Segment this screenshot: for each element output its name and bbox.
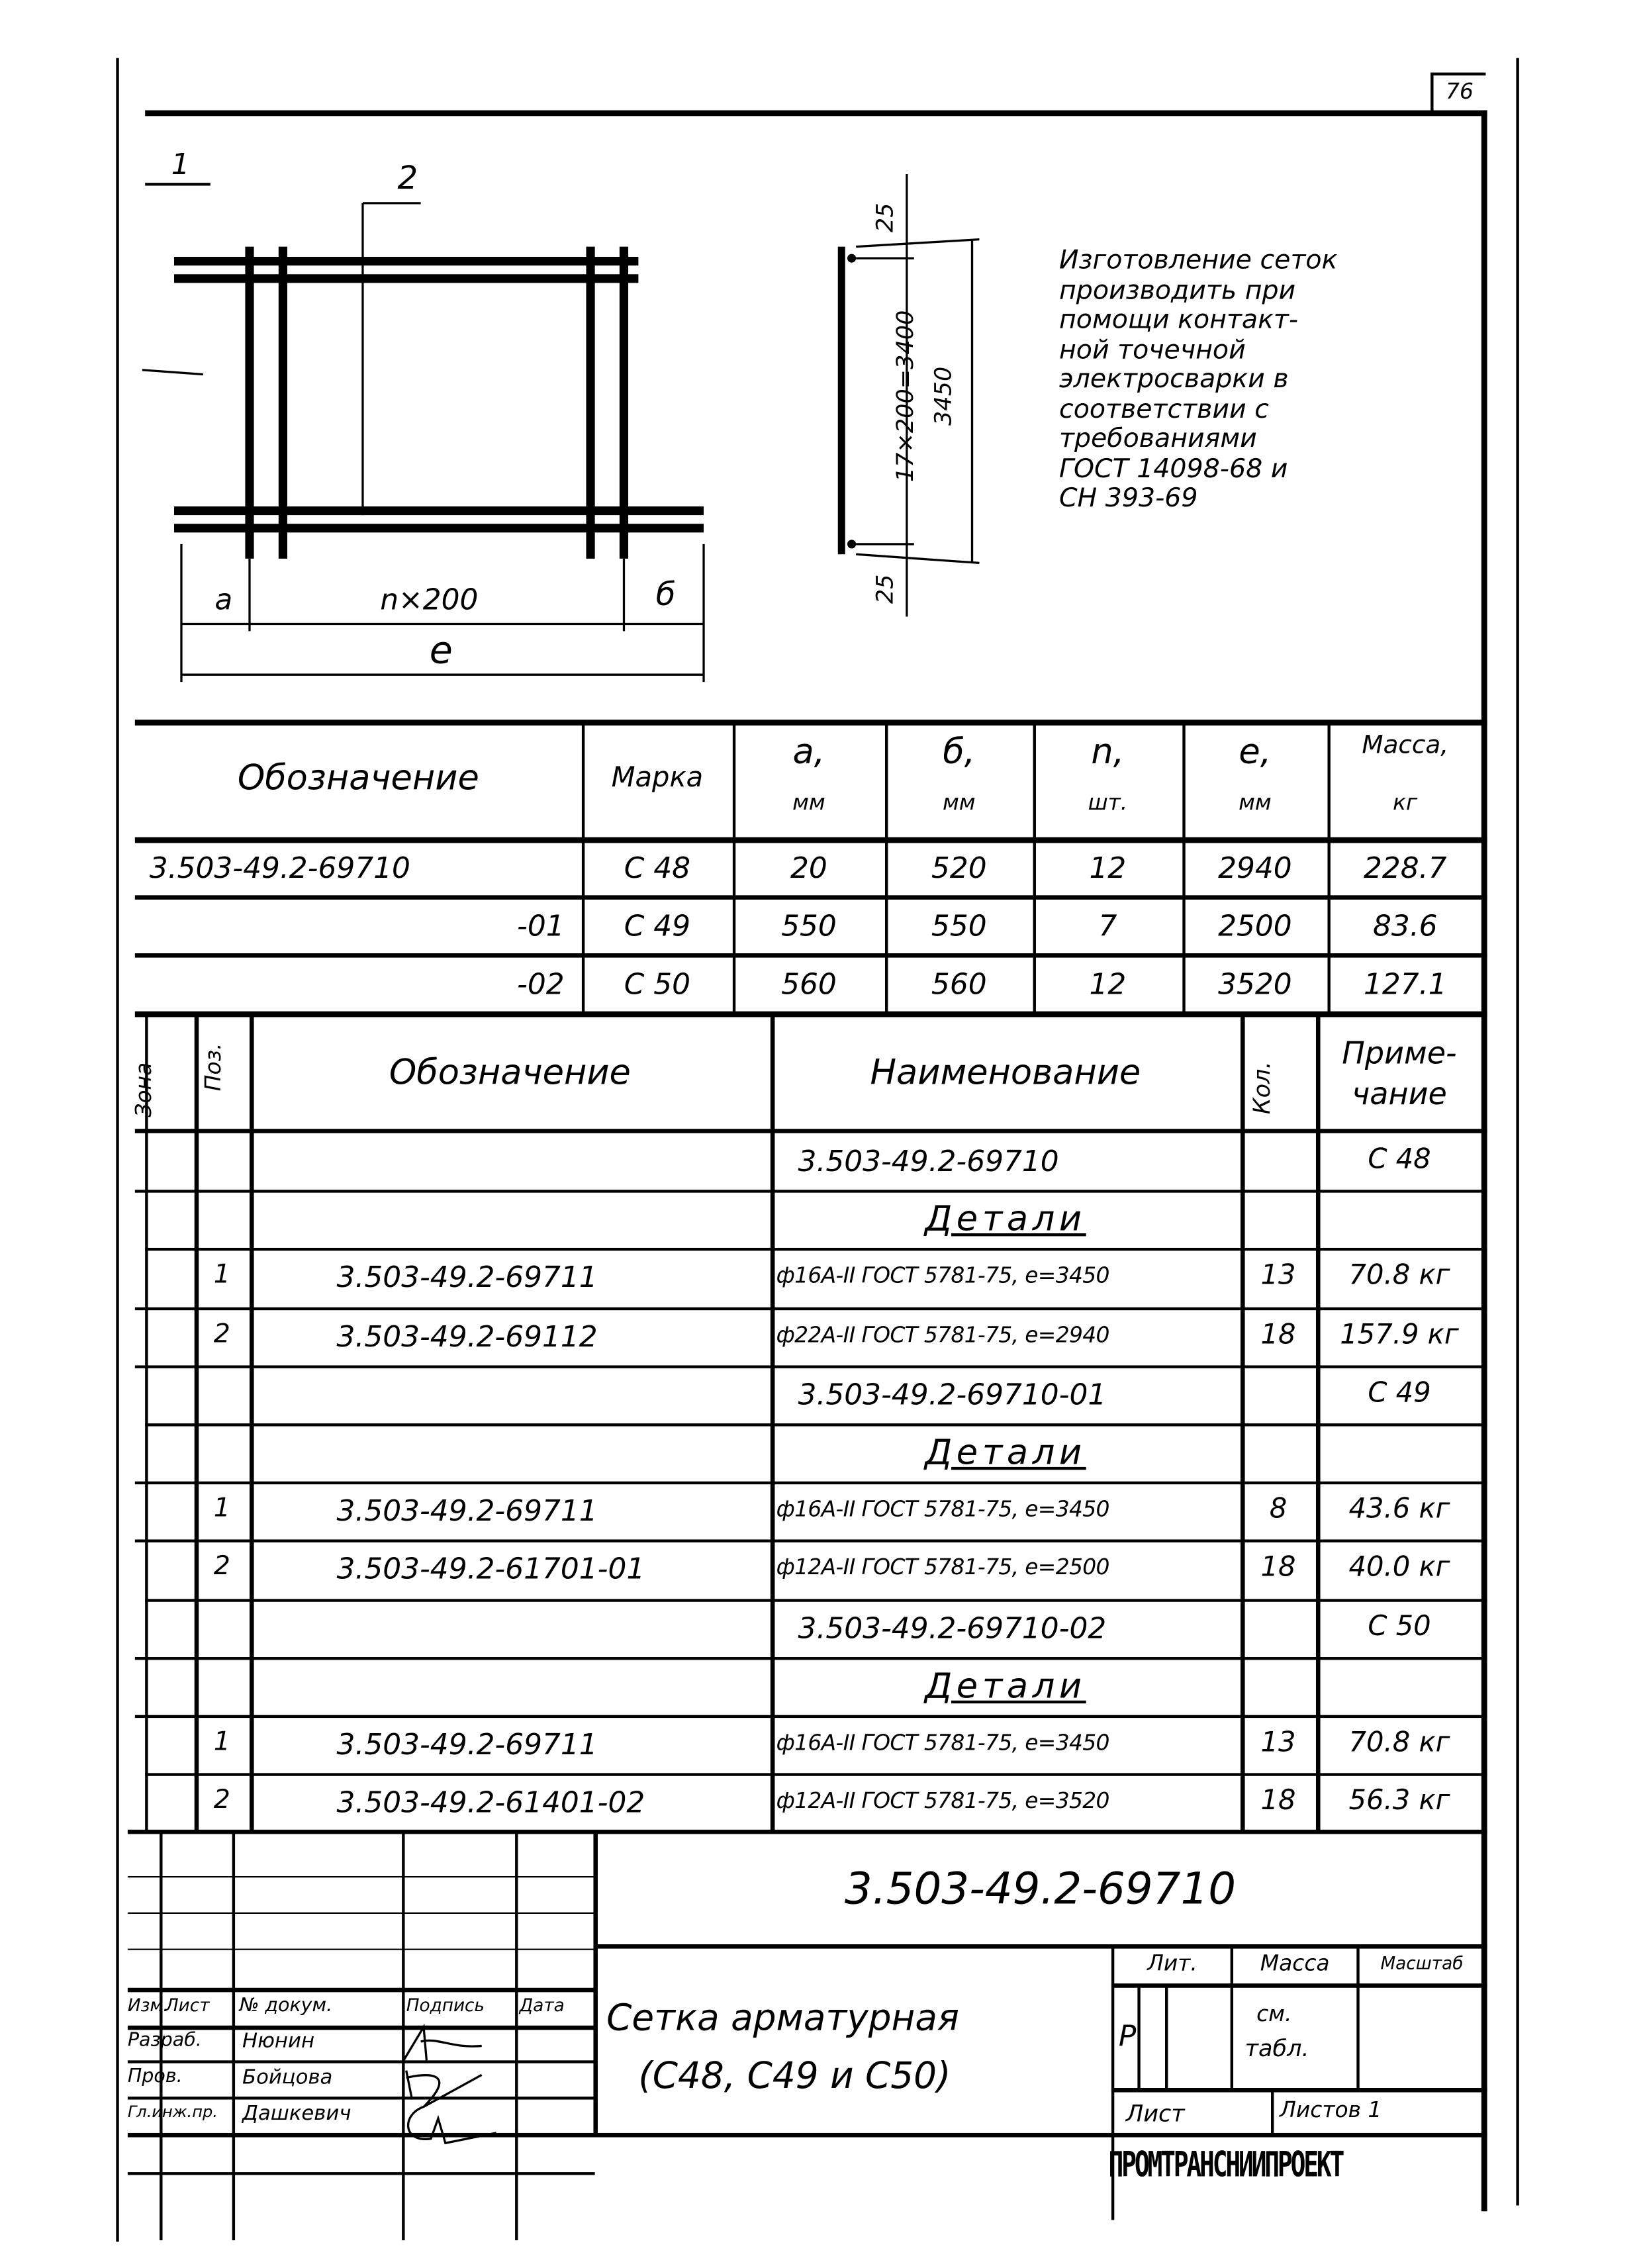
dim-3450: 3450 [929, 366, 957, 426]
table-cell: 560 [931, 966, 987, 1002]
frame-top [145, 111, 1487, 117]
designation-cell: 3.503-49.2-61401-02 [336, 1785, 645, 1820]
role-chief-engineer: Гл.инж.пр. [127, 2102, 218, 2122]
mass-value-1: см. [1256, 2001, 1292, 2027]
table-cell: -02 [517, 966, 565, 1002]
position-cell: 1 [213, 1493, 230, 1524]
name-cell: 3.503-49.2-69710-01 [798, 1376, 1107, 1412]
table-cell: 127.1 [1363, 966, 1447, 1002]
scale-label: Масштаб [1380, 1953, 1464, 1973]
header-position: Поз. [200, 1043, 226, 1092]
table-cell: 560 [781, 966, 837, 1002]
table-cell: 12 [1089, 850, 1127, 885]
name-cell: ф12А-II ГОСТ 5781-75, е=2500 [776, 1554, 1109, 1581]
table-column-rule [195, 1013, 199, 1831]
table-rule [135, 720, 1487, 726]
organization-name: ПРОМТРАНСНИИПРОЕКТ [1108, 2144, 1343, 2185]
column-header: Масса, [1362, 731, 1449, 761]
quantity-cell: 13 [1260, 1260, 1296, 1292]
column-header: а, [792, 731, 825, 773]
table-rule [145, 1423, 1487, 1426]
lit-label: Лит. [1147, 1950, 1197, 1977]
table-rule [145, 1249, 1487, 1251]
position-cell: 1 [213, 1726, 230, 1758]
table-rule [135, 953, 1487, 958]
note-cell: 43.6 кг [1348, 1493, 1450, 1525]
designation-cell: 3.503-49.2-69711 [336, 1493, 598, 1529]
designation-cell: 3.503-49.2-61701-01 [336, 1551, 645, 1587]
position-cell: 1 [213, 1260, 230, 1291]
note-line: ной точечной [1059, 334, 1246, 365]
table-rule [135, 1482, 1487, 1484]
quantity-cell: 8 [1269, 1493, 1288, 1525]
table-rule [135, 1190, 1487, 1193]
table-cell: 2940 [1218, 850, 1292, 885]
mesh-plan-view [130, 145, 827, 696]
column-unit: мм [1239, 789, 1272, 816]
dim-b: б [655, 577, 676, 614]
column-unit: мм [942, 789, 976, 816]
table-cell: 2500 [1218, 908, 1292, 943]
drawing-title: Сетка арматурная [606, 1996, 959, 2039]
position-cell: 2 [213, 1318, 230, 1349]
table-rule [145, 1598, 1487, 1601]
table-cell: 228.7 [1363, 850, 1447, 885]
dim-n200: n×200 [380, 581, 479, 617]
note-line: ГОСТ 14098-68 и [1059, 453, 1288, 484]
table-rule [135, 1307, 1487, 1309]
column-header: е, [1239, 731, 1272, 773]
table-cell: 20 [790, 850, 827, 885]
table-column-rule [145, 1013, 147, 1831]
name-cell: ф22А-II ГОСТ 5781-75, е=2940 [776, 1321, 1109, 1348]
col-date: Дата [519, 1995, 565, 2016]
position-cell: 2 [213, 1785, 230, 1816]
name-chief-engineer: Дашкевич [242, 2102, 352, 2126]
note-line: соответствии с [1059, 394, 1269, 425]
header-designation: Обозначение [389, 1052, 631, 1093]
dim-a: a [214, 581, 233, 617]
table-cell: С 48 [624, 850, 691, 885]
table-cell: 83.6 [1372, 908, 1438, 943]
signatures [395, 2020, 510, 2150]
column-header: Марка [611, 761, 704, 794]
dim-17x200: 17×200=3400 [891, 310, 919, 483]
table-rule [135, 1715, 1487, 1718]
table-cell: С 50 [624, 966, 691, 1002]
role-developer: Разраб. [127, 2030, 202, 2052]
table-column-rule [1316, 1013, 1321, 1831]
col-signature: Подпись [406, 1995, 485, 2016]
table-cell: С 49 [624, 908, 691, 943]
table-cell: 3520 [1218, 966, 1292, 1002]
lit-value: Р [1118, 2018, 1137, 2054]
col-list: Лист [165, 1995, 210, 2016]
table-column-rule [1241, 1013, 1245, 1831]
column-unit: мм [792, 789, 825, 816]
table-cell: 3.503-49.2-69710 [149, 850, 410, 885]
outer-right-line [1516, 58, 1518, 2206]
dim-e: е [429, 630, 453, 673]
column-header: Обозначение [237, 757, 479, 798]
quantity-cell: 18 [1260, 1785, 1296, 1817]
quantity-cell: 18 [1260, 1318, 1296, 1350]
manufacturing-note [1059, 247, 1337, 514]
col-izm: Изм. [127, 1995, 169, 2016]
table-cell: 12 [1089, 966, 1127, 1002]
name-cell: 3.503-49.2-69710 [798, 1143, 1059, 1178]
table-cell: 550 [931, 908, 987, 943]
name-checker: Бойцова [242, 2066, 333, 2090]
callout-2: 2 [397, 161, 418, 198]
dim-25-top: 25 [870, 203, 899, 233]
header-zone: Зона [130, 1062, 157, 1117]
table-cell: 7 [1098, 908, 1117, 943]
name-cell: ф12А-II ГОСТ 5781-75, е=3520 [776, 1787, 1109, 1815]
role-checker: Пров. [127, 2066, 183, 2089]
page-number-box [1430, 73, 1485, 113]
column-header: n, [1091, 731, 1125, 773]
note-cell: 70.8 кг [1348, 1726, 1450, 1759]
note-cell: 70.8 кг [1348, 1260, 1450, 1292]
left-margin-line [116, 58, 118, 2242]
table-rule [135, 1657, 1487, 1660]
note-line: помощи контакт- [1059, 305, 1299, 336]
table-rule [135, 1540, 1487, 1542]
table-rule [135, 1012, 1487, 1017]
drawing-designation: 3.503-49.2-69710 [844, 1864, 1237, 1916]
name-developer: Нюнин [242, 2030, 315, 2054]
sheet-label: Лист [1125, 2099, 1185, 2128]
drawing-subtitle: (С48, С49 и С50) [638, 2054, 951, 2097]
quantity-cell: 13 [1260, 1726, 1296, 1759]
designation-cell: 3.503-49.2-69711 [336, 1726, 598, 1762]
designation-cell: 3.503-49.2-69112 [336, 1318, 598, 1354]
table-column-rule [250, 1013, 254, 1831]
position-cell: 2 [213, 1551, 230, 1582]
table-cell: -01 [517, 908, 565, 943]
name-cell: ф16А-II ГОСТ 5781-75, е=3450 [776, 1729, 1109, 1756]
note-line: электросварки в [1059, 364, 1289, 395]
section-heading: Детали [925, 1198, 1086, 1240]
name-cell: ф16А-II ГОСТ 5781-75, е=3450 [776, 1496, 1109, 1523]
name-cell: 3.503-49.2-69710-02 [798, 1610, 1107, 1645]
table-rule [135, 1129, 1487, 1133]
note-line: производить при [1059, 275, 1296, 306]
note-cell: 157.9 кг [1340, 1318, 1459, 1350]
section-heading: Детали [925, 1432, 1086, 1473]
table-cell: 550 [781, 908, 837, 943]
table-column-rule [771, 1013, 775, 1831]
note-cell: 40.0 кг [1348, 1551, 1450, 1584]
dim-25-bottom: 25 [870, 574, 899, 604]
table-rule [135, 837, 1487, 843]
section-heading: Детали [925, 1665, 1086, 1707]
note-cell: 56.3 кг [1348, 1785, 1450, 1817]
mass-label: Масса [1260, 1950, 1330, 1977]
note-cell: С 50 [1368, 1610, 1431, 1642]
column-header: б, [943, 731, 976, 773]
name-cell: ф16А-II ГОСТ 5781-75, е=3450 [776, 1262, 1109, 1290]
note-line: СН 393-69 [1059, 483, 1198, 514]
column-unit: шт. [1088, 789, 1128, 816]
quantity-cell: 18 [1260, 1551, 1296, 1584]
sheets-label: Листов 1 [1280, 2097, 1382, 2123]
header-name: Наименование [870, 1052, 1141, 1093]
designation-cell: 3.503-49.2-69711 [336, 1260, 598, 1295]
note-cell: С 49 [1368, 1376, 1431, 1409]
callout-1: 1 [171, 146, 190, 181]
col-doc-no: № докум. [239, 1995, 333, 2017]
table-rule [145, 1773, 1487, 1776]
note-line: требованиями [1059, 424, 1257, 455]
table-rule [135, 1365, 1487, 1368]
header-quantity: Кол. [1247, 1061, 1276, 1115]
page-number: 76 [1446, 78, 1474, 105]
column-unit: кг [1393, 789, 1418, 816]
table-rule [135, 895, 1487, 900]
header-note: Приме-чание [1342, 1035, 1457, 1111]
table-cell: 520 [931, 850, 987, 885]
note-line: Изготовление сеток [1059, 245, 1338, 276]
mass-value-2: табл. [1244, 2034, 1309, 2062]
note-cell: С 48 [1368, 1143, 1431, 1176]
